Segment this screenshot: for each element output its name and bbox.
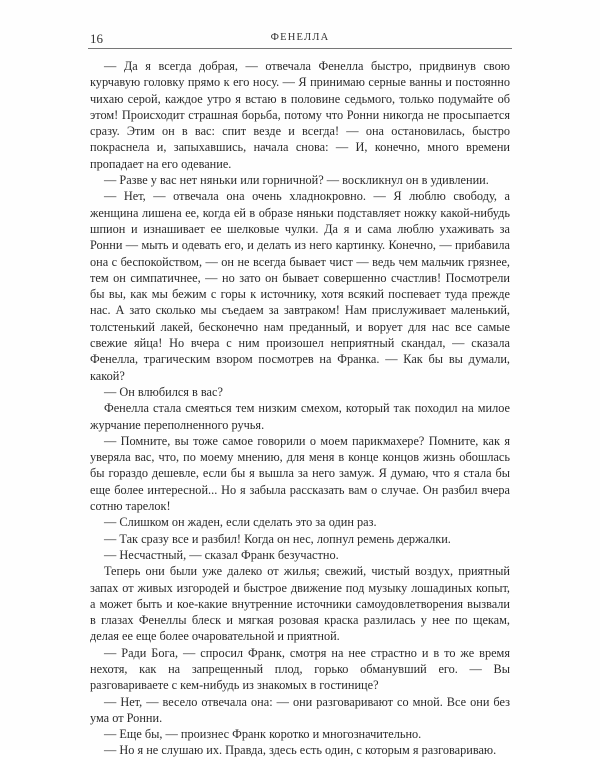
paragraph: — Разве у вас нет няньки или горничной? — воскликнул он в удивлении. bbox=[104, 173, 489, 188]
paragraph: — Он влюбился в вас? bbox=[104, 384, 223, 399]
paragraph: — Нет, — отвечала она очень хладнокровно. — Я люблю свободу, а женщина лишена ее, когда ей в образе няньки подставляет ножку какой-нибудь шпион и изнашивает ее шелковые чулки. Да я и сама люблю ухаживать за Ронни — мыть и одевать его, и делать из него картинку. Конечно, — прибавила она с беспокойством, — он не всегда бывает чист — ведь чем мальчик грязнее, тем он симпатичнее, — но зато он бывает совершенно счастлив! Посмотрели бы вы, как мы бежим с горы к источнику, хотя всякий поспевает туда прежде нас. А зато сколько мы съедаем за завтраком! Нам прислуживает маленький, толстенький лакей, бесконечно нам преданный, и ворует для нас все самые свежие яйца! Но вчера с ним произошел неприятный скандал, — сказала Фенелла, трагическим взором посмотрев на Франка. — Как бы вы думали, какой? bbox=[90, 189, 510, 383]
paragraph: — Слишком он жаден, если сделать это за один раз. bbox=[104, 515, 377, 530]
page-number: 16 bbox=[90, 31, 103, 46]
paragraph: — Так сразу все и разбил! Когда он нес, лопнул ремень держалки. bbox=[104, 531, 451, 546]
paragraph: — Несчастный, — сказал Франк безучастно. bbox=[104, 547, 339, 562]
paragraph: — Ради Бога, — спросил Франк, смотря на нее страстно и в то же время нехотя, как на запрещенный плод, горько обманувший его. — Вы разговариваете с кем-нибудь из знакомых в гостинице? bbox=[90, 645, 510, 693]
paragraph: Теперь они были уже далеко от жилья; свежий, чистый воздух, приятный запах от живых изгородей и быстрое движение под музыку лошадиных копыт, а может быть и кое-какие внутренние источники самоудовлетворения вызвали в глазах Фенеллы блеск и мягкая розовая краска разлилась у нее по щекам, делая ее еще более очаровательной и приятной. bbox=[90, 564, 510, 644]
running-title: ФЕНЕЛЛА bbox=[270, 32, 330, 43]
paragraph: — Еще бы, — произнес Франк коротко и многозначительно. bbox=[104, 727, 422, 742]
paragraph: — Нет, — весело отвечала она: — они разговаривают со мной. Все они без ума от Ронни. bbox=[90, 694, 510, 725]
paragraph: — Но я не слушаю их. Правда, здесь есть один, с которым я разговариваю. bbox=[104, 743, 497, 758]
paragraph: Фенелла стала смеяться тем низким смехом, который так походил на милое журчание переполненного ручья. bbox=[90, 401, 510, 432]
page-header bbox=[88, 30, 512, 49]
paragraph: — Помните, вы тоже самое говорили о моем парикмахере? Помните, как я уверяла вас, что, по моему мнению, для меня в конце концов жизнь обошлась бы гораздо дешевле, если бы я вышла за него замуж. Я думаю, что я стала бы еще более интересной... Но я забыла рассказать вам о случае. Он разбил вчера сотню тарелок! bbox=[90, 433, 510, 514]
body-text bbox=[90, 58, 510, 759]
paragraph: — Да я всегда добрая, — отвечала Фенелла быстро, придвинув свою курчавую головку прямо к его носу. — Я принимаю серные ванны и постоянно чихаю серой, каждое утро я встаю в половине седьмого, только подумайте об этом! Происходит страшная борьба, потому что Ронни никогда не просыпается сразу. Этим он в вас: спит везде и всегда! — она остановилась, быстро покраснела и, запыхавшись, начала снова: — И, конечно, много времени пропадает на его одевание. bbox=[90, 59, 510, 171]
